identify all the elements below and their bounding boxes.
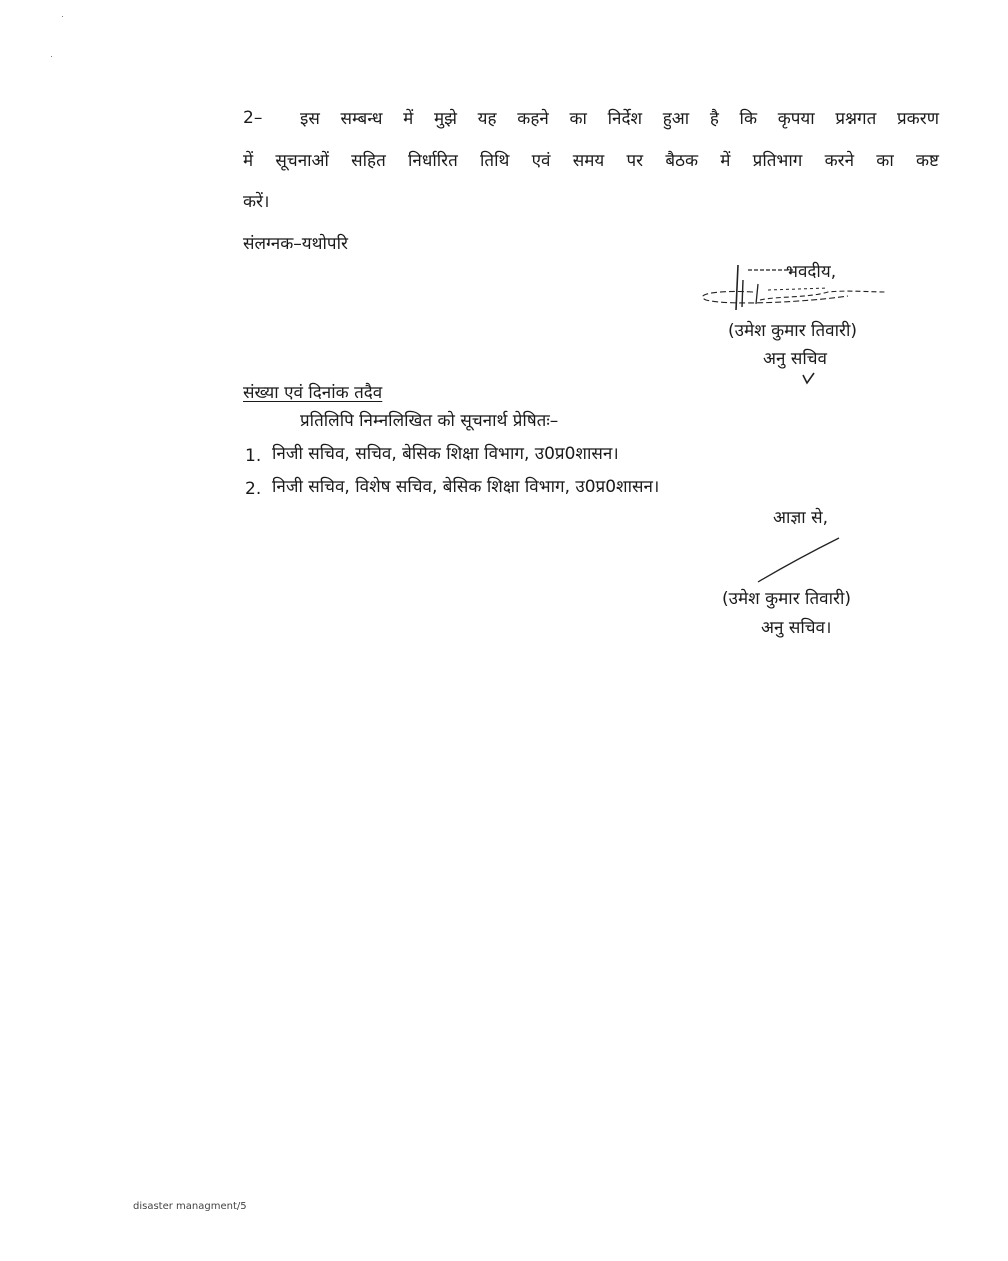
order-phrase: आज्ञा से,: [773, 508, 828, 528]
paragraph-line-2: में सूचनाओं सहित निर्धारित तिथि एवं समय पर बैठक में प्रतिभाग करने का कष्ट: [243, 151, 939, 171]
scan-speck: [51, 56, 52, 57]
list-item: निजी सचिव, सचिव, बेसिक शिक्षा विभाग, उ0प्र0शासन।: [272, 444, 619, 464]
page-footer: disaster managment/5: [133, 1201, 247, 1212]
paragraph-line-1: इस सम्बन्ध में मुझे यह कहने का निर्देश हुआ है कि कृपया प्रश्नगत प्रकरण: [300, 109, 939, 129]
signature-mark: [698, 262, 898, 322]
tick-mark: [802, 372, 816, 384]
scan-speck: [62, 16, 63, 17]
enclosure-note: संलग्नक–यथोपरि: [243, 234, 348, 254]
copy-intro: प्रतिलिपि निम्नलिखित को सूचनार्थ प्रेषितः–: [300, 411, 559, 431]
signatory-name: (उमेश कुमार तिवारी): [722, 589, 851, 609]
reference-heading: संख्या एवं दिनांक तदैव: [243, 383, 383, 403]
signatory-designation: अनु सचिव: [763, 349, 827, 369]
signature-mark: [755, 536, 845, 586]
paragraph-number: 2–: [243, 108, 263, 128]
closing-salutation: भवदीय,: [786, 262, 837, 282]
signatory-designation: अनु सचिव।: [761, 618, 832, 638]
list-item: निजी सचिव, विशेष सचिव, बेसिक शिक्षा विभाग, उ0प्र0शासन।: [272, 477, 660, 497]
list-item-number: 2.: [245, 479, 262, 499]
list-item-number: 1.: [245, 446, 262, 466]
paragraph-line-3: करें।: [243, 192, 270, 212]
signatory-name: (उमेश कुमार तिवारी): [728, 321, 857, 341]
